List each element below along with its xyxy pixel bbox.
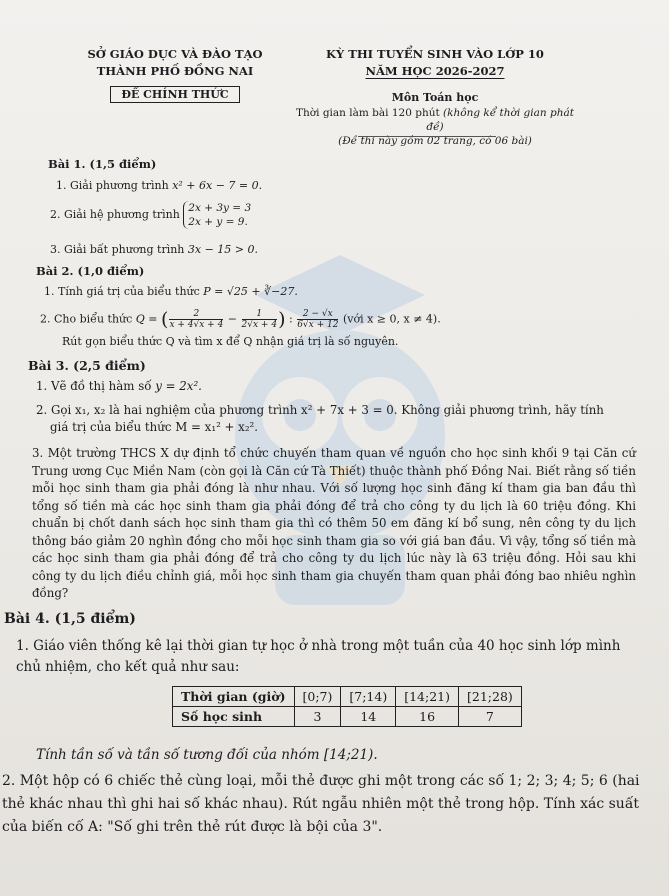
bai2-q1-math: P = √25 + ∛−27. xyxy=(203,285,298,298)
fraction-2-num: 1 xyxy=(242,309,278,320)
bai2-q2-lhs: Q = xyxy=(135,312,162,326)
table-cell-group: [21;28) xyxy=(459,687,522,707)
table-row xyxy=(173,687,522,707)
table-cell-count: 3 xyxy=(294,707,341,727)
bai4-q1-task: Tính tần số và tần số tương đối của nhóm [14;21). xyxy=(36,747,378,763)
table-cell-count: 7 xyxy=(459,707,522,727)
bai1-q3-text: 3. Giải bất phương trình xyxy=(50,243,188,256)
time-prefix: Thời gian làm bài 120 phút xyxy=(296,107,444,119)
bai1-q2 xyxy=(50,201,251,229)
left-paren: ( xyxy=(161,308,169,331)
bai3-q2-line2: giá trị của biểu thức M = x₁² + x₂². xyxy=(50,420,259,434)
time-note: (không kể thời gian phát đề) xyxy=(426,107,574,133)
bai2-q1 xyxy=(44,285,298,299)
header-exam-info xyxy=(295,46,575,148)
fraction-2 xyxy=(242,309,278,330)
bai1-system xyxy=(183,201,251,229)
table-cell-group: [0;7) xyxy=(294,687,341,707)
pages-note: (Đề thi này gồm 02 trang, có 06 bài) xyxy=(338,135,532,147)
bai3-q1-math: y = 2x². xyxy=(155,379,202,393)
bai1-q1-text: 1. Giải phương trình xyxy=(56,179,173,192)
header-department xyxy=(70,46,280,103)
header-divider xyxy=(358,136,496,137)
table-cell-count: 14 xyxy=(341,707,396,727)
bai2-q2 xyxy=(40,309,441,330)
fraction-1 xyxy=(169,309,223,330)
time-allowed xyxy=(295,106,575,134)
bai1-title: Bài 1. (1,5 điểm) xyxy=(48,157,157,171)
bai2-q2-text: 2. Cho biểu thức xyxy=(40,312,136,326)
colon-sign: : xyxy=(285,312,297,326)
table-cell-group: [7;14) xyxy=(341,687,396,707)
table-header-time: Thời gian (giờ) xyxy=(173,687,295,707)
bai1-eq2: 2x + y = 9. xyxy=(188,216,248,228)
table-cell-count: 16 xyxy=(396,707,459,727)
bai4-title: Bài 4. (1,5 điểm) xyxy=(4,611,136,627)
bai3-q2-line1: 2. Gọi x₁, x₂ là hai nghiệm của phương trình x² + 7x + 3 = 0. Không giải phương trình, hãy tính xyxy=(36,403,604,417)
department-name: SỞ GIÁO DỤC VÀ ĐÀO TẠO xyxy=(87,47,263,61)
bai3-q1 xyxy=(36,379,202,393)
bai1-q1-math: x² + 6x − 7 = 0. xyxy=(172,179,263,192)
city-name: THÀNH PHỐ ĐỒNG NAI xyxy=(96,64,254,78)
bai2-q1-text: 1. Tính giá trị của biểu thức xyxy=(44,285,204,298)
subject-name: Môn Toán học xyxy=(391,91,479,104)
table-header-count: Số học sinh xyxy=(173,707,295,727)
fraction-3-num: 2 − √x xyxy=(297,309,338,320)
fraction-3 xyxy=(297,309,338,330)
bai3-title: Bài 3. (2,5 điểm) xyxy=(28,358,146,373)
exam-title: KỲ THI TUYỂN SINH VÀO LỚP 10 xyxy=(326,47,544,61)
fraction-2-den: 2√x + 4 xyxy=(241,320,278,330)
bai1-q1 xyxy=(56,179,262,193)
bai1-q2-text: 2. Giải hệ phương trình xyxy=(50,208,184,221)
bai3-q1-text: 1. Vẽ đồ thị hàm số xyxy=(36,379,156,393)
bai2-q2-task: Rút gọn biểu thức Q và tìm x để Q nhận giá trị là số nguyên. xyxy=(62,335,399,348)
bai2-condition: (với x ≥ 0, x ≠ 4). xyxy=(339,312,441,326)
frequency-table xyxy=(172,686,522,727)
fraction-1-num: 2 xyxy=(169,309,223,320)
fraction-3-den: 6√x + 12 xyxy=(297,320,339,330)
table-cell-group: [14;21) xyxy=(396,687,459,707)
right-paren: ) xyxy=(278,308,286,331)
bai4-q2: 2. Một hộp có 6 chiếc thẻ cùng loại, mỗi thẻ được ghi một trong các số 1; 2; 3; 4; 5; 6 (hai thẻ khác nhau thì ghi hai số khác nhau). Rút ngẫu nhiên một thẻ trong hộp. Tính xác suất của biến cố A: "Số ghi trên thẻ rút được là bội của 3". xyxy=(2,773,640,835)
bai4-q1: 1. Giáo viên thống kê lại thời gian tự học ở nhà trong một tuần của 40 học sinh lớp mình chủ nhiệm, cho kết quả như sau: xyxy=(16,638,621,675)
minus-sign: − xyxy=(224,312,241,326)
bai1-q3-math: 3x − 15 > 0. xyxy=(187,243,259,256)
fraction-1-den: x + 4√x + 4 xyxy=(169,320,224,330)
bai1-q3 xyxy=(50,243,258,257)
table-row xyxy=(173,707,522,727)
bai1-eq1: 2x + 3y = 3 xyxy=(188,202,252,214)
bai2-title: Bài 2. (1,0 điểm) xyxy=(36,264,145,278)
bai3-q3: 3. Một trường THCS X dự định tổ chức chuyến tham quan về nguồn cho học sinh khối 9 tại Căn cứ Trung ương Cục Miền Nam (còn gọi là Căn cứ Tà Thiết) thuộc thành phố Đồng Nai. Biết rằng số tiền mỗi học sinh tham gia phải đóng là như nhau. Với số lượng học sinh đăng kí tham gia ban đầu thì tổng số tiền mà các học sinh tham gia phải đóng để trả cho công ty du lịch là 60 triệu đồng. Khi chuẩn bị chốt danh sách học sinh tham gia thì có thêm 50 em đăng kí bổ sung, nên công ty du lịch thông báo giảm 20 nghìn đồng cho mỗi học sinh tham gia so với giá ban đầu. Vì vậy, tổng số tiền mà các học sinh tham gia phải đóng để trả cho công ty du lịch lúc này là 63 triệu đồng. Hỏi sau khi công ty du lịch điều chỉnh giá, mỗi học sinh tham gia chuyến tham quan phải đóng bao nhiêu nghìn đồng? xyxy=(32,446,636,600)
school-year: NĂM HỌC 2026-2027 xyxy=(365,64,505,78)
official-exam-badge: ĐỀ CHÍNH THỨC xyxy=(110,86,239,103)
